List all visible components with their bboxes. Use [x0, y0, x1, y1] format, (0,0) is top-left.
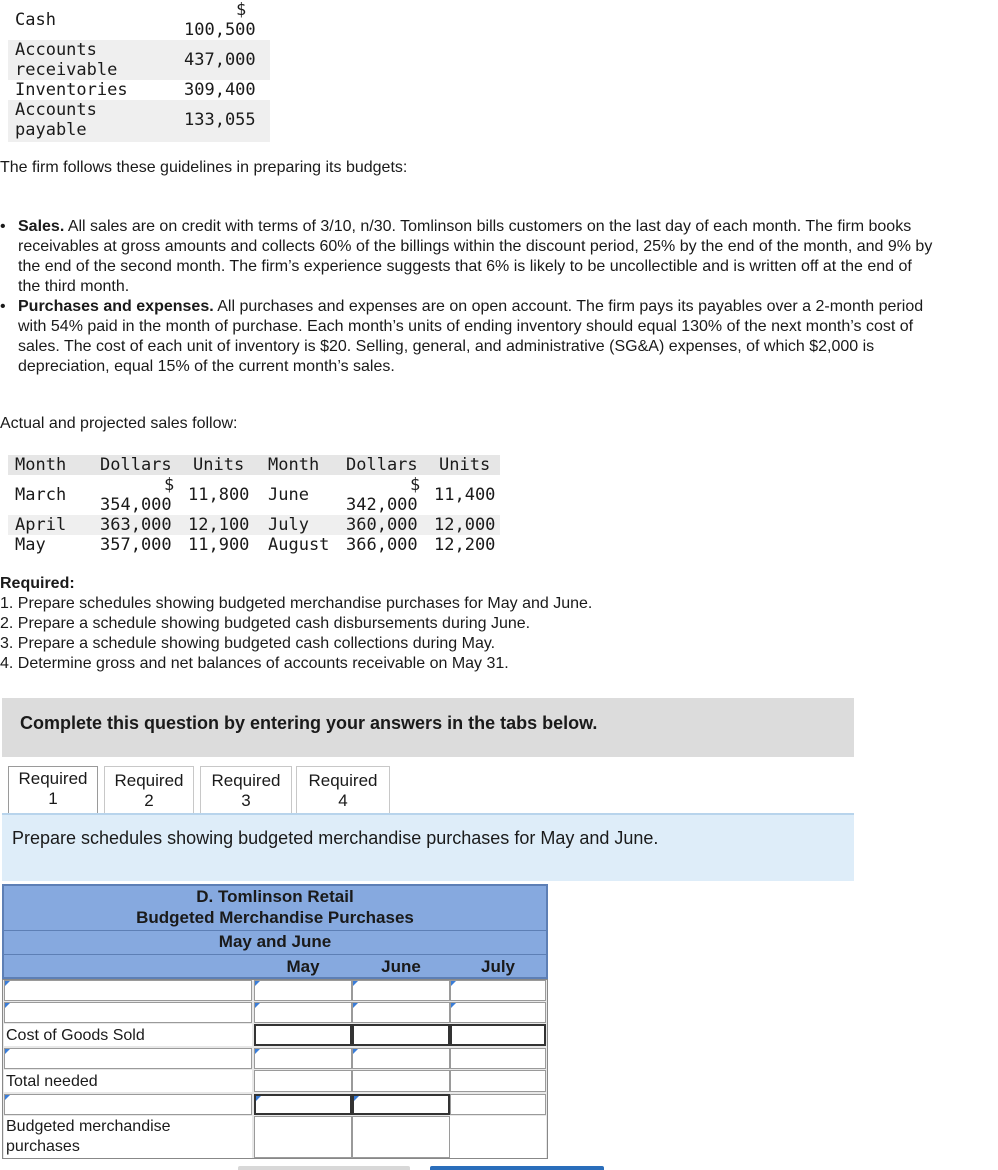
tab-required-2[interactable]: Required 2 — [104, 766, 194, 814]
sales-cell: April — [15, 515, 67, 535]
sales-cell: July — [268, 515, 309, 535]
row-label-budgeted-purchases: Budgeted merchandise purchases — [6, 1118, 171, 1155]
sales-cell: 357,000 — [100, 535, 172, 555]
schedule-title: Budgeted Merchandise Purchases — [2, 907, 548, 932]
sales-cell: 342,000 — [346, 495, 418, 515]
june-input[interactable] — [352, 980, 450, 1001]
sales-cell: 363,000 — [100, 515, 172, 535]
panel-instruction: Prepare schedules showing budgeted merchandise purchases for May and June. — [12, 828, 659, 848]
sales-cell: 12,100 — [188, 515, 250, 535]
total-needed-july[interactable] — [450, 1070, 546, 1092]
may-input[interactable] — [254, 1094, 352, 1115]
bullet-purchases: • Purchases and expenses. All purchases and expenses are on open account. The firm pays its payables over a 2-month period with 54% paid in the month of purchase. Each month’s units of ending inventory should equal 130% of the next month’s cost of sales. The cost of each unit of inventory is $20. Selling, general, and administrative (SG&A) expenses, of which $2,000 is depreciation, equal 15% of the current month’s sales. — [0, 298, 924, 375]
july-input[interactable] — [450, 980, 546, 1001]
required-item: 1. Prepare schedules showing budgeted merchandise purchases for May and June. — [0, 595, 593, 612]
tab-required-4[interactable]: Required 4 — [296, 766, 390, 814]
sales-cell: August — [268, 535, 330, 555]
required-section — [0, 574, 592, 674]
prev-button[interactable] — [238, 1166, 410, 1170]
row-label-input[interactable] — [4, 1094, 252, 1115]
next-button[interactable] — [430, 1166, 604, 1170]
sales-header: Month — [15, 455, 67, 475]
sales-cell: 360,000 — [346, 515, 418, 535]
sales-cell: June — [268, 485, 309, 505]
budgeted-purchases-may[interactable] — [254, 1116, 352, 1158]
balance-label-ap: Accounts payable — [15, 100, 97, 140]
sales-cell: 12,000 — [434, 515, 496, 535]
required-item: 3. Prepare a schedule showing budgeted cash collections during May. — [0, 635, 496, 652]
bullet-dot: • — [0, 218, 6, 235]
row-label-input[interactable] — [4, 1002, 252, 1023]
balance-value-inventories: 309,400 — [184, 80, 256, 100]
june-input[interactable] — [352, 1094, 450, 1115]
sales-cell: 354,000 — [100, 495, 172, 515]
guidelines-intro: The firm follows these guidelines in preparing its budgets: — [0, 159, 408, 176]
row-label-input[interactable] — [4, 980, 252, 1001]
sales-header: Units — [193, 455, 245, 475]
instruction-banner — [2, 698, 854, 757]
tab-required-1[interactable]: Required 1 — [8, 766, 98, 813]
july-input[interactable] — [450, 1094, 546, 1115]
sales-header: Units — [439, 455, 491, 475]
required-item: 2. Prepare a schedule showing budgeted cash disbursements during June. — [0, 615, 531, 632]
column-july: July — [480, 957, 516, 976]
may-input[interactable] — [254, 1048, 352, 1069]
budgeted-purchases-june[interactable] — [352, 1116, 450, 1158]
sales-currency: $ — [164, 475, 175, 495]
schedule-company: D. Tomlinson Retail — [2, 884, 548, 909]
cogs-may-input[interactable] — [254, 1024, 352, 1046]
tab-required-3[interactable]: Required 3 — [200, 766, 292, 814]
balance-label-ar: Accounts receivable — [15, 40, 118, 80]
sales-cell: 12,200 — [434, 535, 496, 555]
balance-value-ap: 133,055 — [184, 110, 256, 130]
schedule-period: May and June — [2, 931, 548, 956]
sales-cell: 11,900 — [188, 535, 250, 555]
column-may: May — [286, 957, 320, 976]
balance-currency: $ — [236, 0, 247, 20]
july-input[interactable] — [450, 1002, 546, 1023]
total-needed-may[interactable] — [254, 1070, 352, 1092]
balance-value-ar: 437,000 — [184, 50, 256, 70]
row-label-cogs: Cost of Goods Sold — [6, 1027, 145, 1044]
sales-header: Dollars — [100, 455, 172, 475]
balance-label-inventories: Inventories — [15, 80, 128, 100]
july-input[interactable] — [450, 1048, 546, 1069]
june-input[interactable] — [352, 1002, 450, 1023]
balance-value-cash: 100,500 — [184, 20, 256, 40]
bullet-dot: • — [0, 298, 6, 315]
guidelines-list — [0, 217, 938, 377]
sales-cell: May — [15, 535, 46, 555]
row-label-total-needed: Total needed — [6, 1073, 98, 1090]
sales-cell: 11,800 — [188, 485, 250, 505]
sales-intro: Actual and projected sales follow: — [0, 415, 238, 432]
sales-cell: 366,000 — [346, 535, 418, 555]
sales-header: Month — [268, 455, 320, 475]
may-input[interactable] — [254, 980, 352, 1001]
column-june: June — [381, 957, 421, 976]
required-heading: Required: — [0, 575, 75, 592]
cogs-june-input[interactable] — [352, 1024, 450, 1046]
bullet-sales: • Sales. All sales are on credit with terms of 3/10, n/30. Tomlinson bills customers on the last day of each month. The firm books receivables at gross amounts and collects 60% of the billings within the discount period, 25% by the end of the month, and 9% by the end of the second month. The firm’s experience suggests that 6% is likely to be uncollectible and is written off at the end of the third month. — [0, 218, 933, 295]
may-input[interactable] — [254, 1002, 352, 1023]
tab-panel — [2, 813, 854, 881]
sales-currency: $ — [410, 475, 421, 495]
sales-cell: March — [15, 485, 67, 505]
balance-label-cash: Cash — [15, 10, 56, 30]
june-input[interactable] — [352, 1048, 450, 1069]
banner-text: Complete this question by entering your answers in the tabs below. — [20, 713, 598, 733]
row-label-input[interactable] — [4, 1048, 252, 1069]
sales-cell: 11,400 — [434, 485, 496, 505]
sales-header: Dollars — [346, 455, 418, 475]
required-item: 4. Determine gross and net balances of accounts receivable on May 31. — [0, 655, 509, 672]
total-needed-june[interactable] — [352, 1070, 450, 1092]
cogs-july-input[interactable] — [450, 1024, 546, 1046]
